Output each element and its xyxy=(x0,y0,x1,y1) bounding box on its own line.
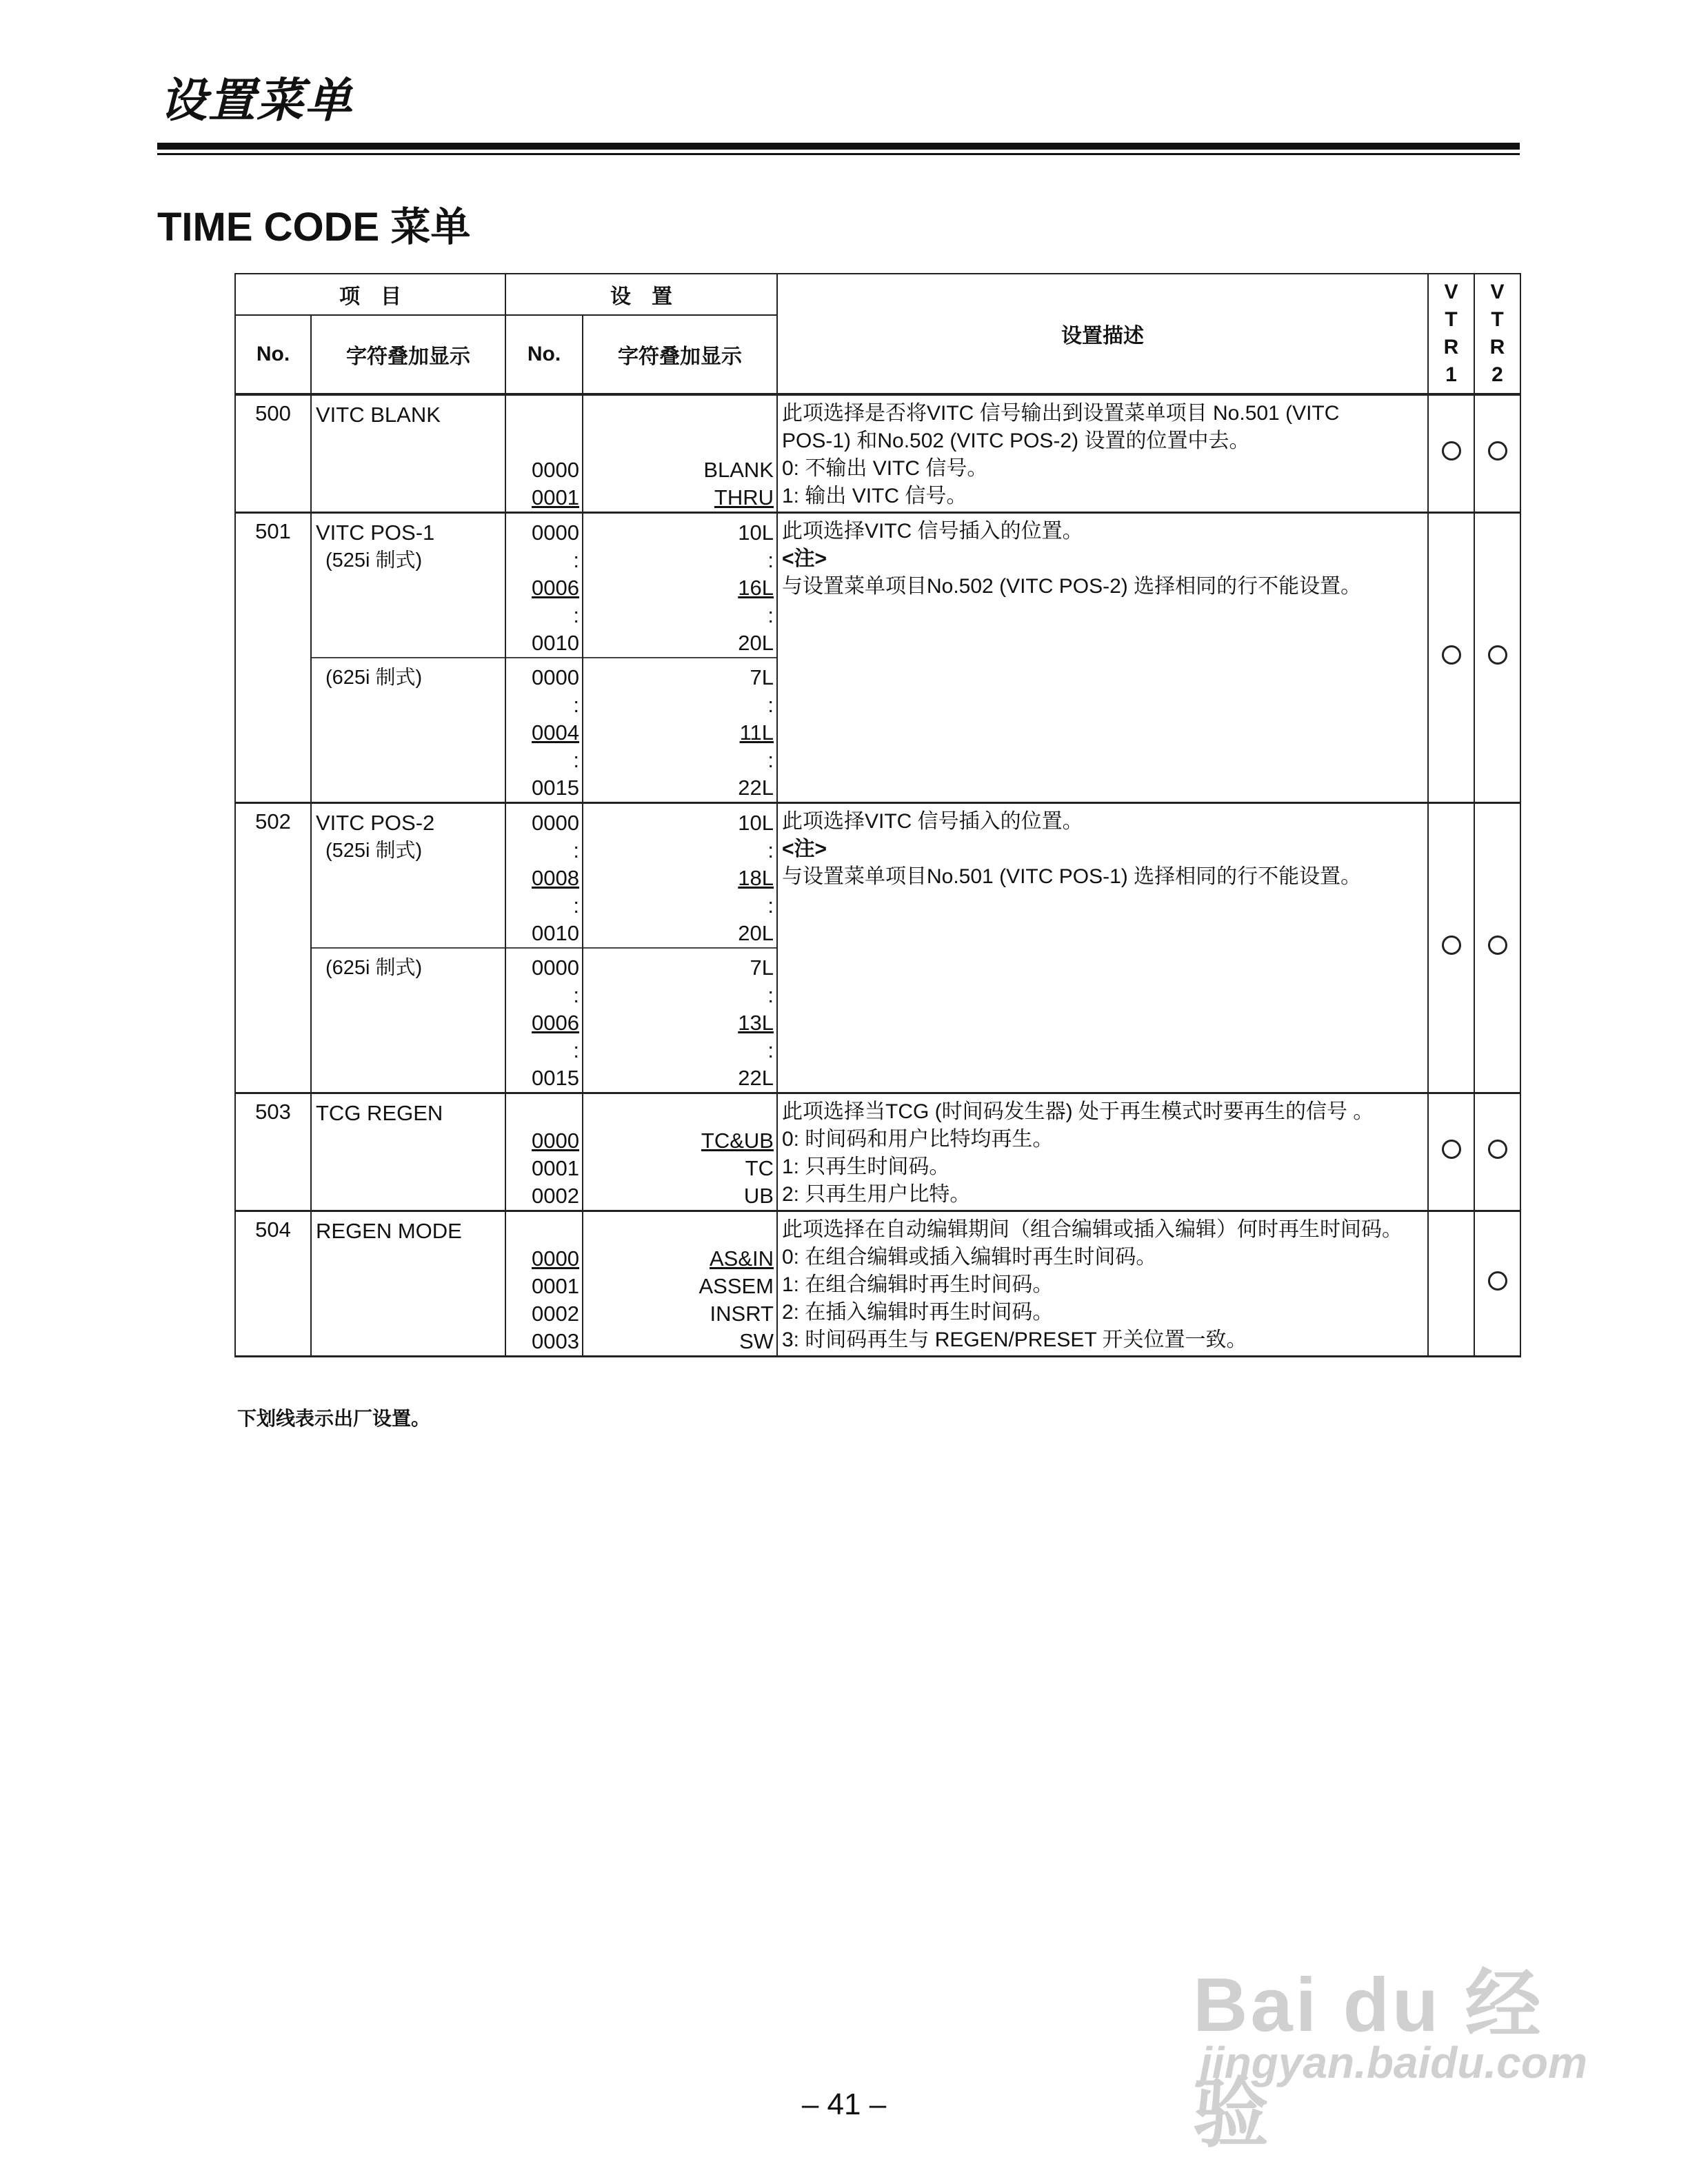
setting-value-text: : xyxy=(767,838,774,862)
setting-value-text: 20L xyxy=(738,631,774,655)
setting-no xyxy=(506,547,582,574)
setting-value xyxy=(583,574,776,602)
setting-no-text: : xyxy=(573,748,579,772)
item-name xyxy=(311,1211,505,1357)
item-name xyxy=(311,394,505,513)
setting-value xyxy=(583,691,776,719)
vtr1-availability xyxy=(1428,513,1474,803)
setting-no-text: 0001 xyxy=(532,1156,579,1180)
item-description xyxy=(777,394,1428,513)
setting-no-text: 0006 xyxy=(532,576,579,600)
item-name-text: REGEN MODE xyxy=(316,1219,462,1243)
item-name xyxy=(311,803,505,949)
setting-value-text: : xyxy=(767,693,774,717)
setting-no xyxy=(506,1273,582,1300)
setting-value-text: ASSEM xyxy=(699,1274,774,1298)
header-setting-osd: 字符叠加显示 xyxy=(583,315,777,394)
description-line: 3: 时间码再生与 REGEN/PRESET 开关位置一致。 xyxy=(782,1328,1247,1351)
setting-no xyxy=(506,809,582,837)
description-line: 0: 不输出 VITC 信号。 xyxy=(782,457,988,480)
header-vtr2-char: V xyxy=(1490,281,1505,303)
setting-value xyxy=(583,1037,776,1064)
vtr2-circle-icon xyxy=(1488,1140,1507,1159)
setting-value xyxy=(583,429,776,456)
setting-value-text: TC&UB xyxy=(701,1129,774,1153)
setting-no-text: : xyxy=(573,838,579,862)
vtr1-availability xyxy=(1428,394,1474,513)
setting-value-list xyxy=(583,948,777,1093)
description-line: 0: 时间码和用户比特均再生。 xyxy=(782,1128,1054,1151)
setting-no-text: 0002 xyxy=(532,1302,579,1326)
item-description xyxy=(777,803,1428,1093)
item-name xyxy=(311,1093,505,1211)
setting-value-list xyxy=(583,803,777,949)
setting-value xyxy=(583,719,776,747)
setting-no-text: 0004 xyxy=(532,720,579,745)
setting-no-text: 0003 xyxy=(532,1329,579,1353)
setting-no-text: : xyxy=(573,603,579,627)
setting-value-text: 11L xyxy=(739,720,774,745)
setting-no xyxy=(506,629,582,657)
description-line: 1: 输出 VITC 信号。 xyxy=(782,485,967,507)
setting-no-text: 0001 xyxy=(532,485,579,509)
setting-no-text: 0000 xyxy=(532,520,579,545)
setting-value xyxy=(583,1328,776,1355)
setting-no-text: : xyxy=(573,693,579,717)
setting-no xyxy=(506,774,582,802)
setting-no-text: 0010 xyxy=(532,631,579,655)
table-body xyxy=(235,394,1520,1357)
setting-no-list xyxy=(505,658,583,803)
header-vtr1 xyxy=(1428,274,1474,394)
table-row xyxy=(235,1211,1520,1357)
setting-value-text: : xyxy=(767,893,774,918)
watermark-logo xyxy=(1193,1889,1587,2156)
setting-no-list xyxy=(505,948,583,1093)
setting-value xyxy=(583,1182,776,1210)
description-line: <注> xyxy=(782,547,827,570)
setting-no xyxy=(506,1037,582,1064)
description-line: 1: 在组合编辑时再生时间码。 xyxy=(782,1273,1054,1296)
setting-no-text: : xyxy=(573,1038,579,1062)
setting-value-text: 13L xyxy=(738,1011,774,1035)
header-vtr2 xyxy=(1474,274,1520,394)
setting-value xyxy=(583,519,776,547)
setting-no-list xyxy=(505,1211,583,1357)
description-line: 此项选择VITC 信号插入的位置。 xyxy=(782,810,1083,833)
setting-no xyxy=(506,429,582,456)
vtr2-availability xyxy=(1474,803,1520,1093)
header-setting-no: No. xyxy=(505,315,583,394)
setting-value-list xyxy=(583,1211,777,1357)
setting-value-text: 16L xyxy=(738,576,774,600)
setting-no xyxy=(506,982,582,1009)
setting-value xyxy=(583,602,776,629)
setting-value xyxy=(583,774,776,802)
item-description xyxy=(777,1211,1428,1357)
setting-value xyxy=(583,809,776,837)
item-name-text: VITC POS-2 xyxy=(316,811,435,835)
setting-value xyxy=(583,629,776,657)
setting-value-list xyxy=(583,513,777,658)
setting-value-text: 10L xyxy=(738,811,774,835)
item-name-text: VITC POS-1 xyxy=(316,520,435,545)
item-name xyxy=(311,513,505,658)
header-osd: 字符叠加显示 xyxy=(311,315,505,394)
header-vtr1-char: R xyxy=(1443,336,1459,358)
page-heading: 设置菜单 xyxy=(160,74,354,128)
setting-no xyxy=(506,719,582,747)
vtr2-availability xyxy=(1474,1211,1520,1357)
vtr2-circle-icon xyxy=(1488,936,1507,955)
watermark-url: jingyan.baidu.com xyxy=(1200,2038,1587,2087)
item-name-note: (525i 制式) xyxy=(325,840,423,862)
vtr2-circle-icon xyxy=(1488,645,1507,665)
vtr1-circle-icon xyxy=(1442,441,1461,461)
setting-value-text: THRU xyxy=(714,485,774,509)
item-name xyxy=(311,658,505,803)
item-no: 504 xyxy=(235,1211,311,1357)
setting-value-text: : xyxy=(767,603,774,627)
setting-value-list xyxy=(583,658,777,803)
setting-no xyxy=(506,1245,582,1273)
setting-no-text: 0000 xyxy=(532,1129,579,1153)
setting-no xyxy=(506,519,582,547)
setting-value-text: : xyxy=(767,983,774,1007)
vtr1-availability xyxy=(1428,1093,1474,1211)
setting-value-text: : xyxy=(767,1038,774,1062)
setting-no xyxy=(506,1127,582,1155)
setting-no-text: 0000 xyxy=(532,811,579,835)
setting-value xyxy=(583,865,776,892)
description-line: 0: 在组合编辑或插入编辑时再生时间码。 xyxy=(782,1246,1157,1268)
setting-no xyxy=(506,574,582,602)
setting-no xyxy=(506,1300,582,1328)
setting-no xyxy=(506,865,582,892)
setting-value-text: SW xyxy=(739,1329,774,1353)
heading-rule-thick xyxy=(157,143,1520,150)
description-line: 与设置菜单项目No.501 (VITC POS-1) 选择相同的行不能设置。 xyxy=(782,865,1362,888)
setting-no-text: 0002 xyxy=(532,1184,579,1208)
setting-value xyxy=(583,1273,776,1300)
header-vtr1-char: 1 xyxy=(1445,363,1457,386)
description-line: 此项选择在自动编辑期间（组合编辑或插入编辑）何时再生时间码。 xyxy=(782,1218,1403,1241)
setting-no xyxy=(506,837,582,865)
vtr2-availability xyxy=(1474,394,1520,513)
setting-no xyxy=(506,1009,582,1037)
header-description: 设置描述 xyxy=(777,274,1428,394)
header-item-group: 项 目 xyxy=(235,274,505,315)
setting-value xyxy=(583,1009,776,1037)
setting-no xyxy=(506,920,582,947)
setting-no-text: 0000 xyxy=(532,956,579,980)
vtr1-availability xyxy=(1428,1211,1474,1357)
setting-value xyxy=(583,920,776,947)
setting-no-text: : xyxy=(573,983,579,1007)
setting-value xyxy=(583,1127,776,1155)
setting-value-text: 20L xyxy=(738,921,774,945)
setting-value-text: 18L xyxy=(738,866,774,890)
vtr1-circle-icon xyxy=(1442,936,1461,955)
header-vtr2-char: T xyxy=(1491,308,1504,331)
item-name-note: (525i 制式) xyxy=(325,549,423,572)
setting-value-text: AS&IN xyxy=(709,1246,774,1271)
setting-value-text: 22L xyxy=(738,1066,774,1090)
setting-no-text: 0010 xyxy=(532,921,579,945)
setting-value-text: TC xyxy=(745,1156,774,1180)
setting-no xyxy=(506,747,582,774)
setting-value-list xyxy=(583,394,777,513)
setting-value-text: 10L xyxy=(738,520,774,545)
description-line: 2: 只再生用户比特。 xyxy=(782,1183,971,1206)
table-row xyxy=(235,803,1520,949)
setting-no-list xyxy=(505,1093,583,1211)
footnote: 下划线表示出厂设置。 xyxy=(237,1407,431,1430)
vtr1-circle-icon xyxy=(1442,1140,1461,1159)
vtr2-circle-icon xyxy=(1488,1271,1507,1291)
item-name-note: (625i 制式) xyxy=(325,667,423,689)
description-line: <注> xyxy=(782,838,827,860)
setting-no-text: 0015 xyxy=(532,776,579,800)
setting-no-list xyxy=(505,803,583,949)
setting-value-text: BLANK xyxy=(703,458,774,482)
item-no: 501 xyxy=(235,513,311,803)
setting-value xyxy=(583,837,776,865)
watermark-brand: Bai du 经验 xyxy=(1193,1963,1544,2156)
description-line: 1: 只再生时间码。 xyxy=(782,1155,950,1178)
setting-value xyxy=(583,547,776,574)
settings-table-area xyxy=(234,273,1520,1357)
setting-value xyxy=(583,456,776,484)
vtr2-availability xyxy=(1474,513,1520,803)
setting-no xyxy=(506,456,582,484)
setting-no xyxy=(506,1155,582,1182)
setting-value xyxy=(583,1100,776,1127)
setting-value-text: : xyxy=(767,748,774,772)
item-no: 502 xyxy=(235,803,311,1093)
setting-no-text: : xyxy=(573,548,579,572)
setting-no-text: 0000 xyxy=(532,1246,579,1271)
setting-value-text: 7L xyxy=(750,956,774,980)
setting-value-list xyxy=(583,1093,777,1211)
table-row xyxy=(235,1093,1520,1211)
heading-rule-thin xyxy=(157,153,1520,155)
setting-value xyxy=(583,954,776,982)
setting-value xyxy=(583,401,776,429)
setting-no xyxy=(506,401,582,429)
description-line: POS-1) 和No.502 (VITC POS-2) 设置的位置中去。 xyxy=(782,429,1250,452)
setting-value xyxy=(583,1300,776,1328)
setting-no xyxy=(506,691,582,719)
item-no: 503 xyxy=(235,1093,311,1211)
setting-no xyxy=(506,484,582,512)
setting-value xyxy=(583,1217,776,1245)
item-name-text: TCG REGEN xyxy=(316,1101,443,1125)
item-description xyxy=(777,1093,1428,1211)
setting-value xyxy=(583,1155,776,1182)
setting-value-text: 22L xyxy=(738,776,774,800)
header-vtr1-char: T xyxy=(1445,308,1458,331)
setting-no-list xyxy=(505,394,583,513)
header-vtr2-char: R xyxy=(1489,336,1505,358)
item-name xyxy=(311,948,505,1093)
setting-no xyxy=(506,954,582,982)
setting-value xyxy=(583,664,776,691)
item-no: 500 xyxy=(235,394,311,513)
setting-value xyxy=(583,1245,776,1273)
item-name-note: (625i 制式) xyxy=(325,957,423,979)
setting-value xyxy=(583,747,776,774)
setting-no xyxy=(506,1100,582,1127)
vtr1-availability xyxy=(1428,803,1474,1093)
item-name-text: VITC BLANK xyxy=(316,403,441,427)
setting-no xyxy=(506,1182,582,1210)
table-row xyxy=(235,513,1520,658)
setting-no xyxy=(506,1217,582,1245)
setting-no xyxy=(506,664,582,691)
setting-value xyxy=(583,982,776,1009)
description-line: 2: 在插入编辑时再生时间码。 xyxy=(782,1301,1054,1324)
description-line: 此项选择当TCG (时间码发生器) 处于再生模式时要再生的信号 。 xyxy=(782,1100,1374,1123)
setting-no xyxy=(506,602,582,629)
setting-no-text: 0006 xyxy=(532,1011,579,1035)
setting-value-text: 7L xyxy=(750,665,774,689)
header-vtr1-char: V xyxy=(1444,281,1458,303)
setting-value-text: : xyxy=(767,548,774,572)
setting-no-text: 0000 xyxy=(532,665,579,689)
setting-no-text: 0015 xyxy=(532,1066,579,1090)
setting-no xyxy=(506,1328,582,1355)
description-line: 与设置菜单项目No.502 (VITC POS-2) 选择相同的行不能设置。 xyxy=(782,575,1362,598)
setting-no-list xyxy=(505,513,583,658)
header-setting-group: 设 置 xyxy=(505,274,777,315)
description-line: 此项选择是否将VITC 信号输出到设置菜单项目 No.501 (VITC xyxy=(782,402,1340,425)
setting-value xyxy=(583,892,776,920)
description-line: 此项选择VITC 信号插入的位置。 xyxy=(782,520,1083,543)
header-vtr2-char: 2 xyxy=(1491,363,1503,386)
table-row xyxy=(235,394,1520,513)
section-title: TIME CODE 菜单 xyxy=(157,205,471,250)
setting-value-text: INSRT xyxy=(710,1302,774,1326)
setting-no-text: : xyxy=(573,893,579,918)
setting-no xyxy=(506,1064,582,1092)
header-no: No. xyxy=(235,315,311,394)
setting-value xyxy=(583,484,776,512)
setting-no-text: 0000 xyxy=(532,458,579,482)
vtr2-availability xyxy=(1474,1093,1520,1211)
vtr1-circle-icon xyxy=(1442,645,1461,665)
setting-value-text: UB xyxy=(743,1184,774,1208)
settings-table xyxy=(234,273,1521,1357)
item-description xyxy=(777,513,1428,803)
setting-no xyxy=(506,892,582,920)
vtr2-circle-icon xyxy=(1488,441,1507,461)
setting-no-text: 0008 xyxy=(532,866,579,890)
setting-no-text: 0001 xyxy=(532,1274,579,1298)
page-number: – 41 – xyxy=(801,2087,887,2121)
setting-value xyxy=(583,1064,776,1092)
